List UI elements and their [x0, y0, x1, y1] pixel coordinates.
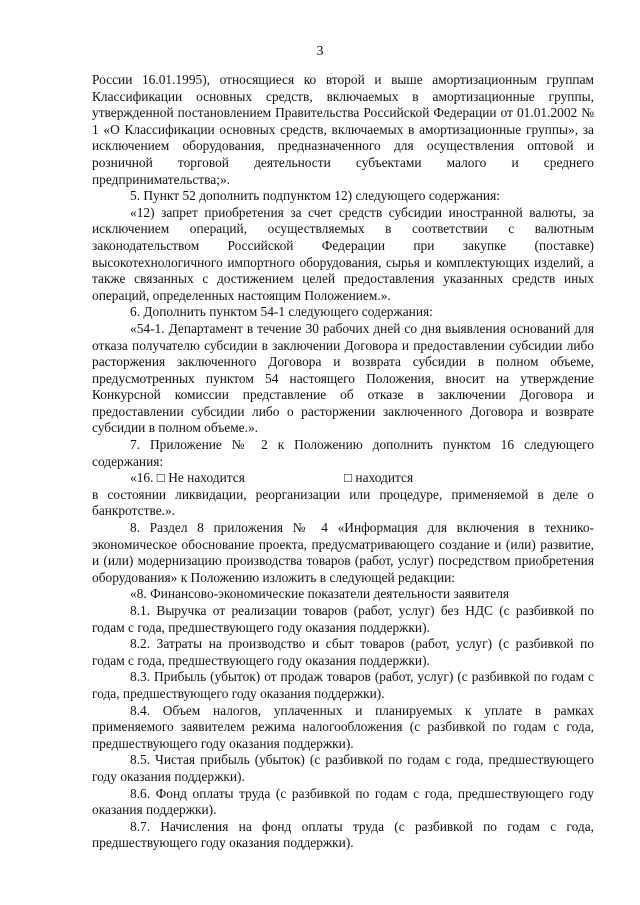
- paragraph-quote-12: «12) запрет приобретения за счет средств субсидии иностранной валюты, за исключением операций, осуществляемых в соответствии с валютным законодательством Российской Федерации при закупке (поставке) высокотехнологичного импортного оборудования, сырья и комплектующих изделий, а также связанных с достижением целей предоставления указанных средств иных операций, определенных настоящим Положением.».: [92, 204, 594, 303]
- paragraph-liquidation: в состоянии ликвидации, реорганизации или процедуре, применяемой в деле о банкротстве.».: [92, 486, 594, 519]
- paragraph-8-6: 8.6. Фонд оплаты труда (с разбивкой по годам с года, предшествующего году оказания поддержки).: [92, 785, 594, 818]
- checkbox-form-line: [92, 470, 594, 487]
- paragraph-8-7: 8.7. Начисления на фонд оплаты труда (с разбивкой по годам с года, предшествующего году оказания поддержки).: [92, 818, 594, 851]
- paragraph-8-5: 8.5. Чистая прибыль (убыток) (с разбивкой по годам с года, предшествующего году оказания поддержки).: [92, 752, 594, 784]
- paragraph-item-8: 8. Раздел 8 приложения № 4 «Информация для включения в технико-экономическое обоснование проекта, предусматривающего создание и (или) развитие, и (или) модернизацию производства товаров (работ, услуг) посредством приобретения оборудования» к Положению изложить в следующей редакции:: [92, 520, 594, 585]
- paragraph-item-7: 7. Приложение № 2 к Положению дополнить пунктом 16 следующего содержания:: [92, 437, 594, 469]
- section-heading-8: «8. Финансово-экономические показатели деятельности заявителя: [130, 586, 510, 602]
- paragraph-continuation: России 16.01.1995), относящиеся ко второй и выше амортизационным группам Классификации основных средств, включаемых в амортизационные группы, утвержденной постановлением Правительства Российской Федерации от 01.01.2002 № 1 «О Классификации основных средств, включаемых в амортизационные группы», за исключением оборудования, предназначенного для осуществления оптовой и розничной торговой деятельности субъектами малого и среднего предпринимательства;».: [92, 72, 594, 187]
- paragraph-quote-54-1: «54-1. Департамент в течение 30 рабочих дней со дня выявления оснований для отказа получателю субсидии в заключении Договора и предоставлении субсидии либо расторжения заключенного Договора и возврата субсидии в полном объеме, предусмотренных пунктом 54 настоящего Положения, вносит на утверждение Конкурсной комиссии представление об отказе в заключении Договора и предоставлении субсидии либо о расторжении заключенного Договора и возврате субсидии в полном объеме.».: [92, 320, 594, 436]
- paragraph-8-3: 8.3. Прибыль (убыток) от продаж товаров (работ, услуг) (с разбивкой по годам с года, предшествующего году оказания поддержки).: [92, 669, 594, 701]
- paragraph-8-2: 8.2. Затраты на производство и сбыт товаров (работ, услуг) (с разбивкой по годам с года, предшествующего году оказания поддержки).: [92, 636, 594, 668]
- paragraph-item-6: 6. Дополнить пунктом 54-1 следующего содержания:: [130, 304, 433, 320]
- checkbox-option-located: □ находится: [344, 470, 414, 486]
- paragraph-8-1: 8.1. Выручка от реализации товаров (работ, услуг) без НДС (с разбивкой по годам с года, предшествующего году оказания поддержки).: [92, 603, 594, 635]
- checkbox-option-not-located: «16. □ Не находится: [130, 470, 245, 486]
- document-body: [92, 72, 594, 852]
- page-number: 3: [316, 44, 324, 59]
- paragraph-8-4: 8.4. Объем налогов, уплаченных и планируемых к уплате в рамках применяемого заявителем режима налогообложения (с разбивкой по годам с года, предшествующего году оказания поддержки).: [92, 702, 594, 751]
- paragraph-item-5: 5. Пункт 52 дополнить подпунктом 12) следующего содержания:: [130, 188, 500, 204]
